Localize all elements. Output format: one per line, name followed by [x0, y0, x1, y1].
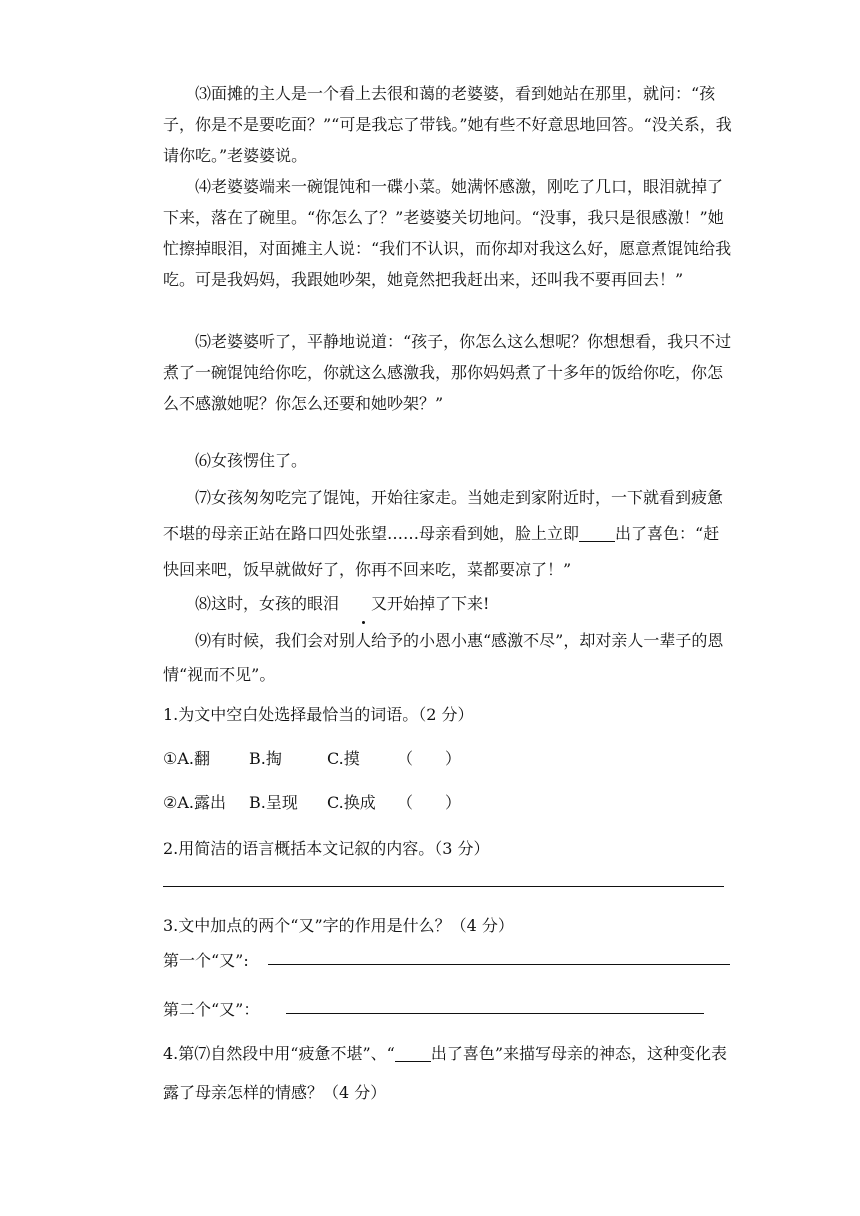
paragraph-8-start: ⑻这时，女孩的眼泪: [195, 594, 340, 613]
answer-line-q3-second[interactable]: [286, 1013, 704, 1014]
paragraph-8-end: 开始掉了下来!: [387, 594, 490, 613]
answer-paren[interactable]: （ ）: [397, 749, 462, 768]
answer-line-q2[interactable]: [163, 886, 724, 887]
paragraph-7: [163, 480, 733, 588]
question-3-second-label: 第二个“又”：: [163, 1000, 260, 1019]
question-2: 2.用简洁的语言概括本文记叙的内容。（3 分）: [163, 839, 490, 858]
option-b: B.掏: [249, 749, 282, 768]
paragraph-3: ⑶面摊的主人是一个看上去很和蔼的老婆婆，看到她站在那里，就问：“孩子，你是不是要吃面？”“可是我忘了带钱。”她有些不好意思地回答。“没关系，我请你吃。”老婆婆说。: [163, 84, 732, 165]
option-c: C.换成: [327, 793, 376, 812]
question-4-start: 4.第⑺自然段中用“疲惫不堪”、“: [163, 1044, 395, 1063]
option-a: ①A.翻: [163, 749, 210, 768]
option-b: B.呈现: [249, 793, 298, 812]
question-1: 1.为文中空白处选择最恰当的词语。（2 分）: [163, 705, 474, 724]
paragraph-7-end: 出了喜色：“赶快回来吧，饭早就做好了，你再不回来吃，菜都要凉了！”: [163, 524, 720, 579]
answer-line-q3-first[interactable]: [268, 964, 730, 965]
paragraph-8: [163, 588, 733, 619]
question-3: 3.文中加点的两个“又”字的作用是什么？（4 分）: [163, 916, 514, 935]
dotted-character: 又: [339, 588, 387, 619]
question-4-end: 出了喜色”来描写母亲的神态，这种变化表露了母亲怎样的情感？（4 分）: [163, 1044, 727, 1102]
paragraph-6: ⑹女孩愣住了。: [195, 451, 308, 470]
paragraph-5: ⑸老婆婆听了，平静地说道：“孩子，你怎么这么想呢？你想想看，我只不过煮了一碗馄饨给你吃，你就这么感激我，那你妈妈煮了十多年的饭给你吃，你怎么不感激她呢？你怎么还要和她吵架？”: [163, 332, 732, 413]
fill-blank-line: [579, 525, 615, 542]
question-1-option-row-1: [163, 747, 461, 771]
paragraph-4: ⑷老婆婆端来一碗馄饨和一碟小菜。她满怀感激，刚吃了几口，眼泪就掉了下来，落在了碗里。“你怎么了？”老婆婆关切地问。“没事，我只是很感激！”她忙擦掉眼泪，对面摊主人说：“我们不认识，而你却对我这么好，愿意煮馄饨给我吃。可是我妈妈，我跟她吵架，她竟然把我赶出来，还叫我不要再回去！”: [163, 177, 732, 289]
paragraph-7-start: ⑺女孩匆匆吃完了馄饨，开始往家走。当她走到家附近时，一下就看到疲惫不堪的母亲正站在路口四处张望……母亲看到她，脸上立即: [163, 488, 724, 543]
fill-blank-line: [395, 1045, 431, 1062]
option-a: ②A.露出: [163, 793, 226, 812]
paragraph-9: ⑼有时候，我们会对别人给予的小恩小惠“感激不尽”，却对亲人一辈子的恩情“视而不见”。: [163, 631, 724, 684]
option-c: C.摸: [327, 749, 360, 768]
answer-paren[interactable]: （ ）: [397, 793, 462, 812]
question-1-option-row-2: [163, 791, 461, 815]
question-4: [163, 1034, 733, 1112]
question-3-first-label: 第一个“又”:: [163, 951, 249, 970]
